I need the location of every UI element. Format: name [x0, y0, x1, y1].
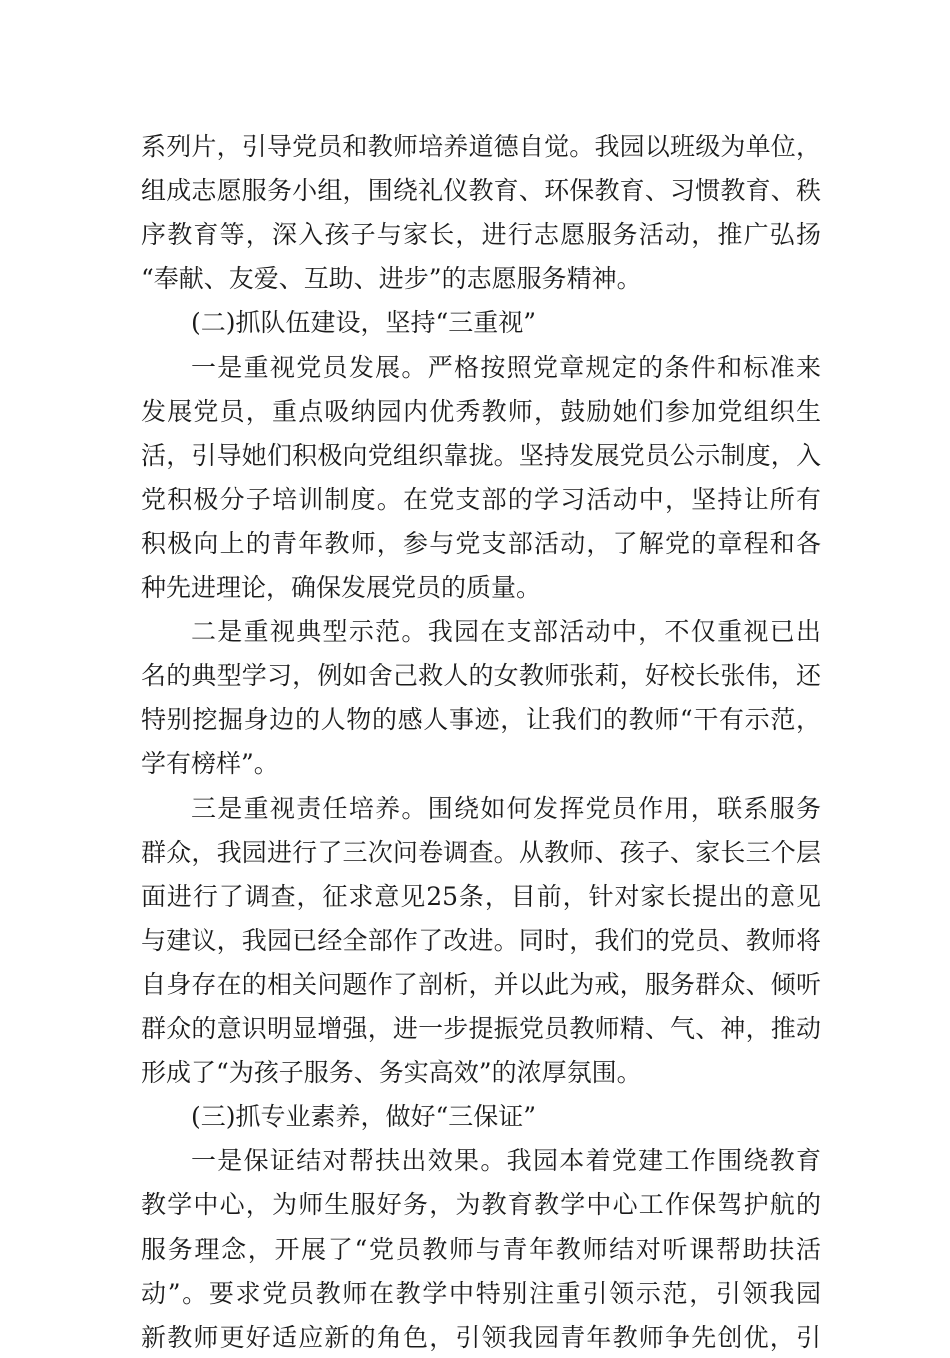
text-line: 新教师更好适应新的角色，引领我园青年教师争先创优，引	[141, 1322, 821, 1352]
text-line: 与建议，我园已经全部作了改进。同时，我们的党员、教师将	[141, 925, 821, 955]
text-line: 服务理念，开展了“党员教师与青年教师结对听课帮助扶活	[141, 1234, 821, 1264]
text-line: 形成了“为孩子服务、务实高效”的浓厚氛围。	[141, 1058, 642, 1088]
text-line: 特别挖掘身边的人物的感人事迹，让我们的教师“干有示范，	[141, 705, 821, 735]
text-line: 二是重视典型示范。我园在支部活动中，不仅重视已出	[191, 617, 821, 647]
text-line: 三是重视责任培养。围绕如何发挥党员作用，联系服务	[191, 793, 821, 823]
text-line: 积极向上的青年教师，参与党支部活动，了解党的章程和各	[141, 528, 821, 558]
text-line: (三)抓专业素养，做好“三保证”	[191, 1102, 537, 1132]
text-line: 党积极分子培训制度。在党支部的学习活动中，坚持让所有	[141, 484, 821, 514]
text-line: 发展党员，重点吸纳园内优秀教师，鼓励她们参加党组织生	[141, 396, 821, 426]
text-line: 一是重视党员发展。严格按照党章规定的条件和标准来	[191, 352, 821, 382]
text-line: 名的典型学习，例如舍己救人的女教师张莉，好校长张伟，还	[141, 661, 821, 691]
text-line: 一是保证结对帮扶出效果。我园本着党建工作围绕教育	[191, 1146, 821, 1176]
text-line: 自身存在的相关问题作了剖析，并以此为戒，服务群众、倾听	[141, 969, 821, 999]
text-line: 面进行了调查，征求意见25条，目前，针对家长提出的意见	[141, 881, 821, 911]
text-line: 群众，我园进行了三次问卷调查。从教师、孩子、家长三个层	[141, 837, 821, 867]
text-line: 动”。要求党员教师在教学中特别注重引领示范，引领我园	[141, 1278, 821, 1308]
text-line: 组成志愿服务小组，围绕礼仪教育、环保教育、习惯教育、秩	[141, 176, 821, 206]
text-line: 学有榜样”。	[141, 749, 279, 779]
text-line: 系列片，引导党员和教师培养道德自觉。我园以班级为单位，	[141, 132, 821, 161]
text-line: 群众的意识明显增强，进一步提振党员教师精、气、神，推动	[141, 1014, 821, 1043]
text-line: 教学中心，为师生服好务，为教育教学中心工作保驾护航的	[141, 1190, 821, 1220]
text-line: 序教育等，深入孩子与家长，进行志愿服务活动，推广弘扬	[141, 220, 821, 250]
text-line: “奉献、友爱、互助、进步”的志愿服务精神。	[141, 264, 642, 294]
text-line: 种先进理论，确保发展党员的质量。	[141, 573, 542, 602]
text-line: 活，引导她们积极向党组织靠拢。坚持发展党员公示制度，入	[141, 440, 821, 470]
text-line: (二)抓队伍建设，坚持“三重视”	[191, 308, 537, 338]
